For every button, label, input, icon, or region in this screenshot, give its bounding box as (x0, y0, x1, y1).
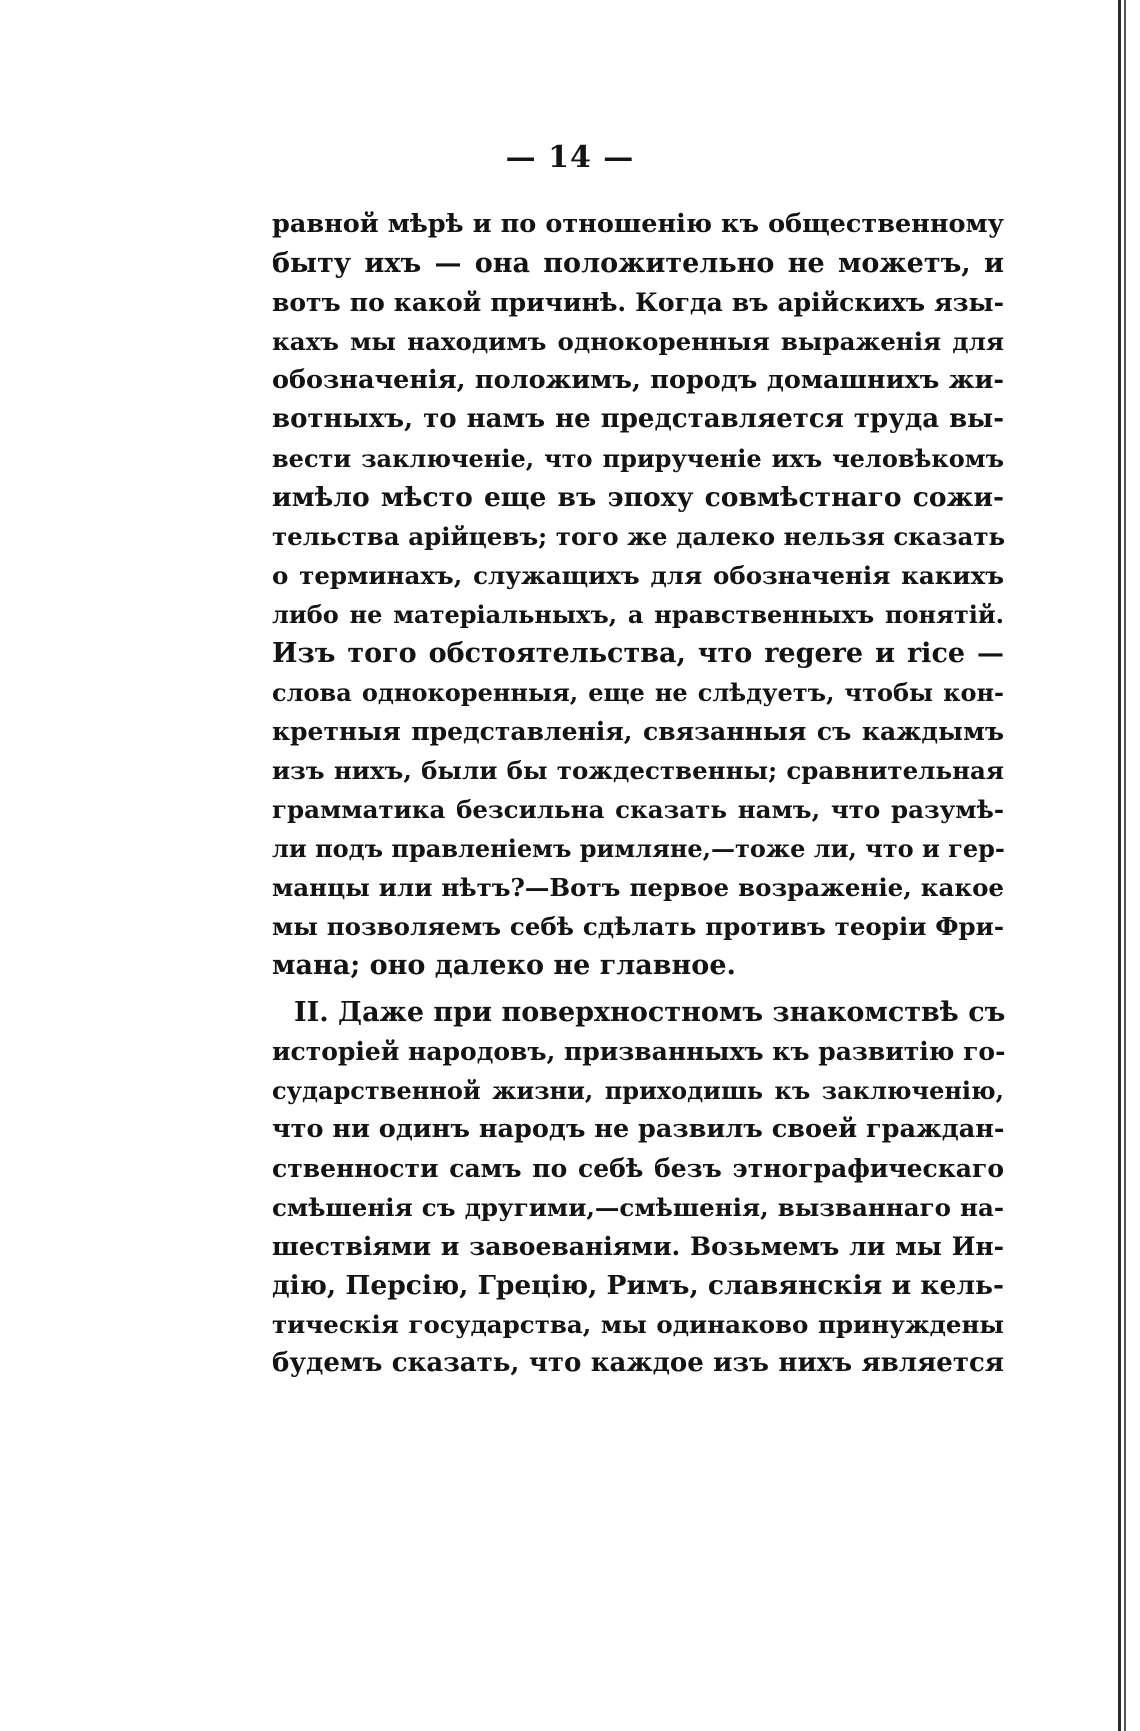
text-line: вести заключеніе, что прирученіе ихъ человѣкомъ (272, 444, 1004, 473)
page-number: — 14 — (505, 140, 635, 175)
text-line: ственности самъ по себѣ безъ этнографическаго (272, 1154, 1004, 1183)
text-line: кахъ мы находимъ однокоренныя выраженія для (272, 327, 1004, 356)
text-line: обозначенія, положимъ, породъ домашнихъ жи- (272, 365, 1004, 395)
text-line: смѣшенія съ другими,—смѣшенія, вызваннаго на- (272, 1193, 1004, 1222)
text-line: манцы или нѣтъ?—Вотъ первое возраженіе, какое (272, 873, 1004, 902)
text-line: шествіями и завоеваніями. Возьмемъ ли мы Ин- (272, 1232, 1004, 1261)
text-line: быту ихъ — она положительно не можетъ, и (272, 248, 1004, 279)
text-line: что ни одинъ народъ не развилъ своей граждан- (272, 1114, 1005, 1144)
text-line: тельства арійцевъ; того же далеко нельзя сказать (272, 522, 1006, 551)
paragraph-gap (272, 985, 1004, 993)
text-line: мы позволяемъ себѣ сдѣлать противъ теоріи Фри- (272, 912, 1004, 941)
text-line: тическія государства, мы одинаково принуждены (272, 1310, 1004, 1339)
text-line: либо не матеріальныхъ, а нравственныхъ понятій. (272, 600, 1004, 629)
page-edge-shadow (1118, 0, 1121, 1731)
text-line: изъ нихъ, были бы тождественны; сравнительная (272, 756, 1004, 785)
text-line: имѣло мѣсто еще въ эпоху совмѣстнаго сожи- (272, 482, 1004, 513)
text-line: будемъ сказать, что каждое изъ нихъ является (272, 1348, 1004, 1378)
text-line: кретныя представленія, связанныя съ каждымъ (272, 717, 1004, 746)
text-line: вотныхъ, то намъ не представляется труда вы- (272, 404, 1004, 434)
text-line: сударственной жизни, приходишь къ заключенію, (272, 1076, 1004, 1105)
text-line: слова однокоренныя, еще не слѣдуетъ, чтобы кон- (272, 678, 1004, 707)
paragraph-1 (272, 205, 1004, 985)
text-line: равной мѣрѣ и по отношенію къ общественному (272, 209, 1004, 239)
text-line: исторіей народовъ, призванныхъ къ развитію го- (272, 1037, 1006, 1066)
text-line: Изъ того обстоятельства, что regere и rice — (272, 638, 1004, 669)
paragraph-2 (272, 993, 1004, 1383)
text-line: грамматика безсильна сказать намъ, что разумѣ- (272, 795, 1004, 824)
text-line: дію, Персію, Грецію, Римъ, славянскія и кель- (272, 1270, 1004, 1301)
text-line: II. Даже при поверхностномъ знакомствѣ съ (294, 997, 1006, 1028)
body-text (272, 205, 1004, 1383)
text-line: ли подъ правленіемъ римляне,—тоже ли, что и гер- (272, 834, 1005, 863)
text-line: вотъ по какой причинѣ. Когда въ арійскихъ язы- (272, 288, 1004, 317)
text-line: о терминахъ, служащихъ для обозначенія какихъ (272, 561, 1004, 590)
page-edge-shadow-secondary (1124, 0, 1126, 1731)
text-line: мана; оно далеко не главное. (272, 950, 736, 981)
